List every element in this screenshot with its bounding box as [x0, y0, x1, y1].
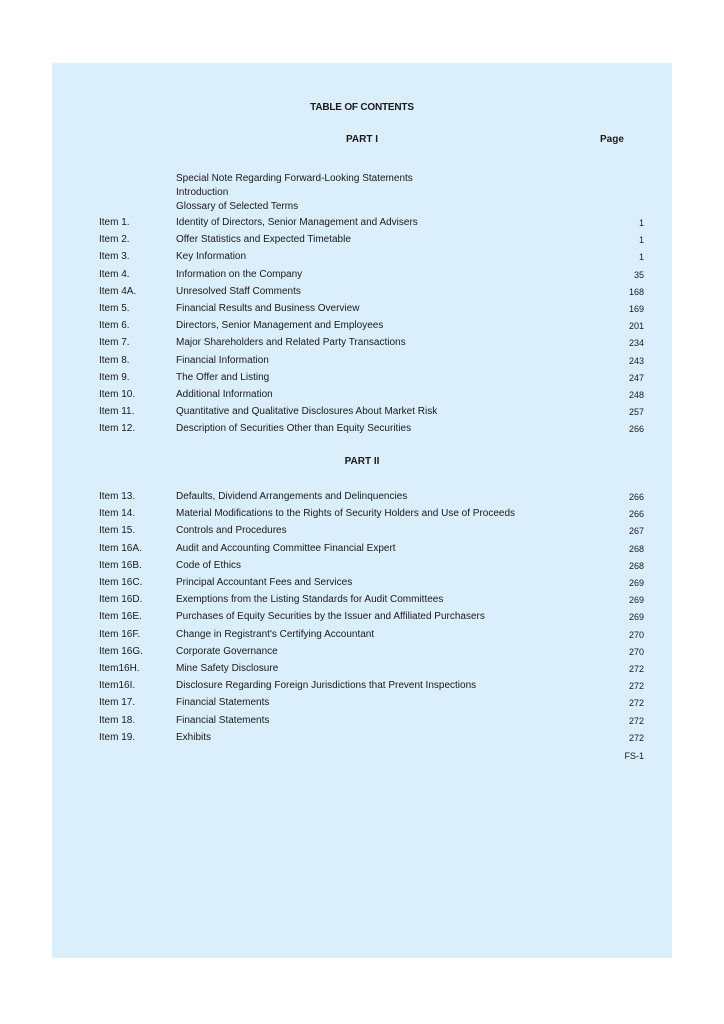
part2-heading: PART II: [344, 456, 380, 467]
toc-row[interactable]: [0, 525, 724, 542]
toc-row[interactable]: [0, 234, 724, 251]
intro-line: Introduction: [176, 187, 229, 198]
item-number: Item 10.: [99, 389, 136, 400]
toc-row[interactable]: [0, 715, 724, 732]
item-number: Item 13.: [99, 491, 136, 502]
intro-line: Glossary of Selected Terms: [176, 201, 299, 212]
page-column-header: Page: [600, 134, 624, 145]
item-page: 248: [628, 390, 644, 400]
item-description: Directors, Senior Management and Employees: [176, 320, 384, 332]
item-description: Quantitative and Qualitative Disclosures About Market Risk: [176, 406, 438, 418]
toc-row[interactable]: [0, 732, 724, 749]
item-description: Controls and Procedures: [176, 525, 287, 537]
item-number: Item 18.: [99, 714, 136, 726]
item-page: 247: [628, 372, 644, 383]
item-description: Disclosure Regarding Foreign Jurisdictions that Prevent Inspections: [176, 680, 477, 692]
toc-row[interactable]: [0, 491, 724, 508]
item-description: Change in Registrant's Certifying Accountant: [176, 628, 375, 640]
item-description: Information on the Company: [176, 268, 303, 280]
item-page: 269: [628, 612, 644, 623]
toc-row[interactable]: [0, 423, 724, 440]
item-number: Item16I.: [99, 680, 136, 692]
item-description: Audit and Accounting Committee Financial Expert: [176, 542, 396, 554]
item-number: Item 8.: [99, 354, 130, 366]
toc-row[interactable]: [0, 611, 724, 628]
item-page: 168: [628, 286, 644, 297]
toc-row[interactable]: [0, 372, 724, 389]
item-description: Material Modifications to the Rights of Security Holders and Use of Proceeds: [176, 508, 516, 520]
item-description: Key Information: [176, 251, 247, 263]
item-page: 257: [628, 407, 644, 418]
item-page: 268: [628, 560, 644, 571]
item-description: Financial Results and Business Overview: [176, 303, 360, 314]
item-description: Financial Statements: [176, 714, 270, 726]
item-description: Exhibits: [176, 731, 212, 743]
item-number: Item16H.: [99, 663, 140, 674]
item-page: 270: [628, 629, 644, 640]
item-description: Corporate Governance: [176, 645, 278, 657]
item-number: Item 7.: [99, 337, 130, 349]
item-page: 243: [628, 355, 644, 366]
toc-row[interactable]: [0, 303, 724, 320]
toc-row[interactable]: [0, 355, 724, 372]
item-page: 266: [628, 509, 644, 520]
toc-title: TABLE OF CONTENTS: [310, 102, 414, 113]
toc-row[interactable]: [0, 320, 724, 337]
item-number: Item 6.: [99, 320, 130, 332]
item-description: Exemptions from the Listing Standards for Audit Committees: [176, 594, 444, 606]
item-page: 1: [638, 218, 644, 228]
item-description: Major Shareholders and Related Party Transactions: [176, 337, 406, 349]
fs-page-ref: FS-1: [624, 751, 644, 761]
toc-row[interactable]: [0, 663, 724, 680]
toc-row[interactable]: [0, 629, 724, 646]
toc-row[interactable]: [0, 269, 724, 286]
item-number: Item 2.: [99, 234, 130, 246]
item-number: Item 3.: [99, 251, 130, 263]
item-description: Purchases of Equity Securities by the Issuer and Affiliated Purchasers: [176, 611, 485, 623]
item-number: Item 5.: [99, 303, 130, 314]
item-page: 272: [628, 681, 644, 692]
item-number: Item 12.: [99, 423, 136, 435]
toc-row[interactable]: [0, 337, 724, 354]
toc-row[interactable]: [0, 543, 724, 560]
item-page: 1: [638, 252, 644, 263]
intro-line: Special Note Regarding Forward-Looking Statements: [176, 173, 413, 184]
item-page: 269: [628, 595, 644, 606]
toc-row[interactable]: [0, 646, 724, 663]
part1-heading: PART I: [345, 134, 379, 145]
item-description: Unresolved Staff Comments: [176, 285, 301, 297]
item-number: Item 16A.: [99, 542, 142, 554]
item-number: Item 4A.: [99, 285, 137, 297]
item-page: 169: [628, 304, 644, 314]
toc-row[interactable]: [0, 697, 724, 714]
intro-list: [176, 172, 413, 214]
item-description: Principal Accountant Fees and Services: [176, 577, 353, 588]
toc-row[interactable]: [0, 594, 724, 611]
item-number: Item 16C.: [99, 577, 143, 588]
toc-row[interactable]: [0, 508, 724, 525]
item-description: Code of Ethics: [176, 559, 242, 571]
item-page: 272: [628, 732, 644, 743]
item-number: Item 1.: [99, 217, 130, 228]
item-page: 234: [628, 338, 644, 349]
toc-row[interactable]: [0, 251, 724, 268]
item-page: 201: [628, 321, 644, 332]
toc-row[interactable]: [0, 389, 724, 406]
item-page: 270: [628, 646, 644, 657]
toc-row[interactable]: [0, 286, 724, 303]
item-description: Additional Information: [176, 389, 273, 400]
item-number: Item 16E.: [99, 611, 142, 623]
item-number: Item 16G.: [99, 645, 143, 657]
item-number: Item 9.: [99, 371, 130, 383]
item-page: 267: [628, 526, 644, 537]
item-description: Defaults, Dividend Arrangements and Delinquencies: [176, 491, 408, 502]
item-description: The Offer and Listing: [176, 371, 270, 383]
item-description: Offer Statistics and Expected Timetable: [176, 234, 351, 246]
item-description: Description of Securities Other than Equity Securities: [176, 423, 412, 435]
item-page: 272: [628, 664, 644, 674]
item-page: 1: [638, 235, 644, 246]
item-number: Item 16B.: [99, 559, 142, 571]
toc-row[interactable]: [0, 406, 724, 423]
toc-row[interactable]: [0, 680, 724, 697]
item-number: Item 14.: [99, 508, 136, 520]
item-number: Item 11.: [99, 406, 135, 418]
item-description: Financial Statements: [176, 697, 270, 709]
item-description: Mine Safety Disclosure: [176, 663, 279, 674]
item-number: Item 17.: [99, 697, 136, 709]
item-page: 266: [628, 424, 644, 435]
item-number: Item 4.: [99, 268, 130, 280]
item-page: 266: [628, 492, 644, 502]
item-number: Item 16D.: [99, 594, 143, 606]
item-number: Item 15.: [99, 525, 136, 537]
item-page: 272: [628, 715, 644, 726]
toc-row[interactable]: [0, 577, 724, 594]
item-page: 272: [628, 698, 644, 709]
item-number: Item 16F.: [99, 628, 141, 640]
toc-row[interactable]: [0, 560, 724, 577]
item-page: 269: [628, 578, 644, 588]
item-page: 35: [633, 269, 644, 280]
item-page: 268: [628, 543, 644, 554]
item-number: Item 19.: [99, 731, 136, 743]
item-description: Identity of Directors, Senior Management and Advisers: [176, 217, 418, 228]
toc-row[interactable]: [0, 217, 724, 234]
item-description: Financial Information: [176, 354, 269, 366]
